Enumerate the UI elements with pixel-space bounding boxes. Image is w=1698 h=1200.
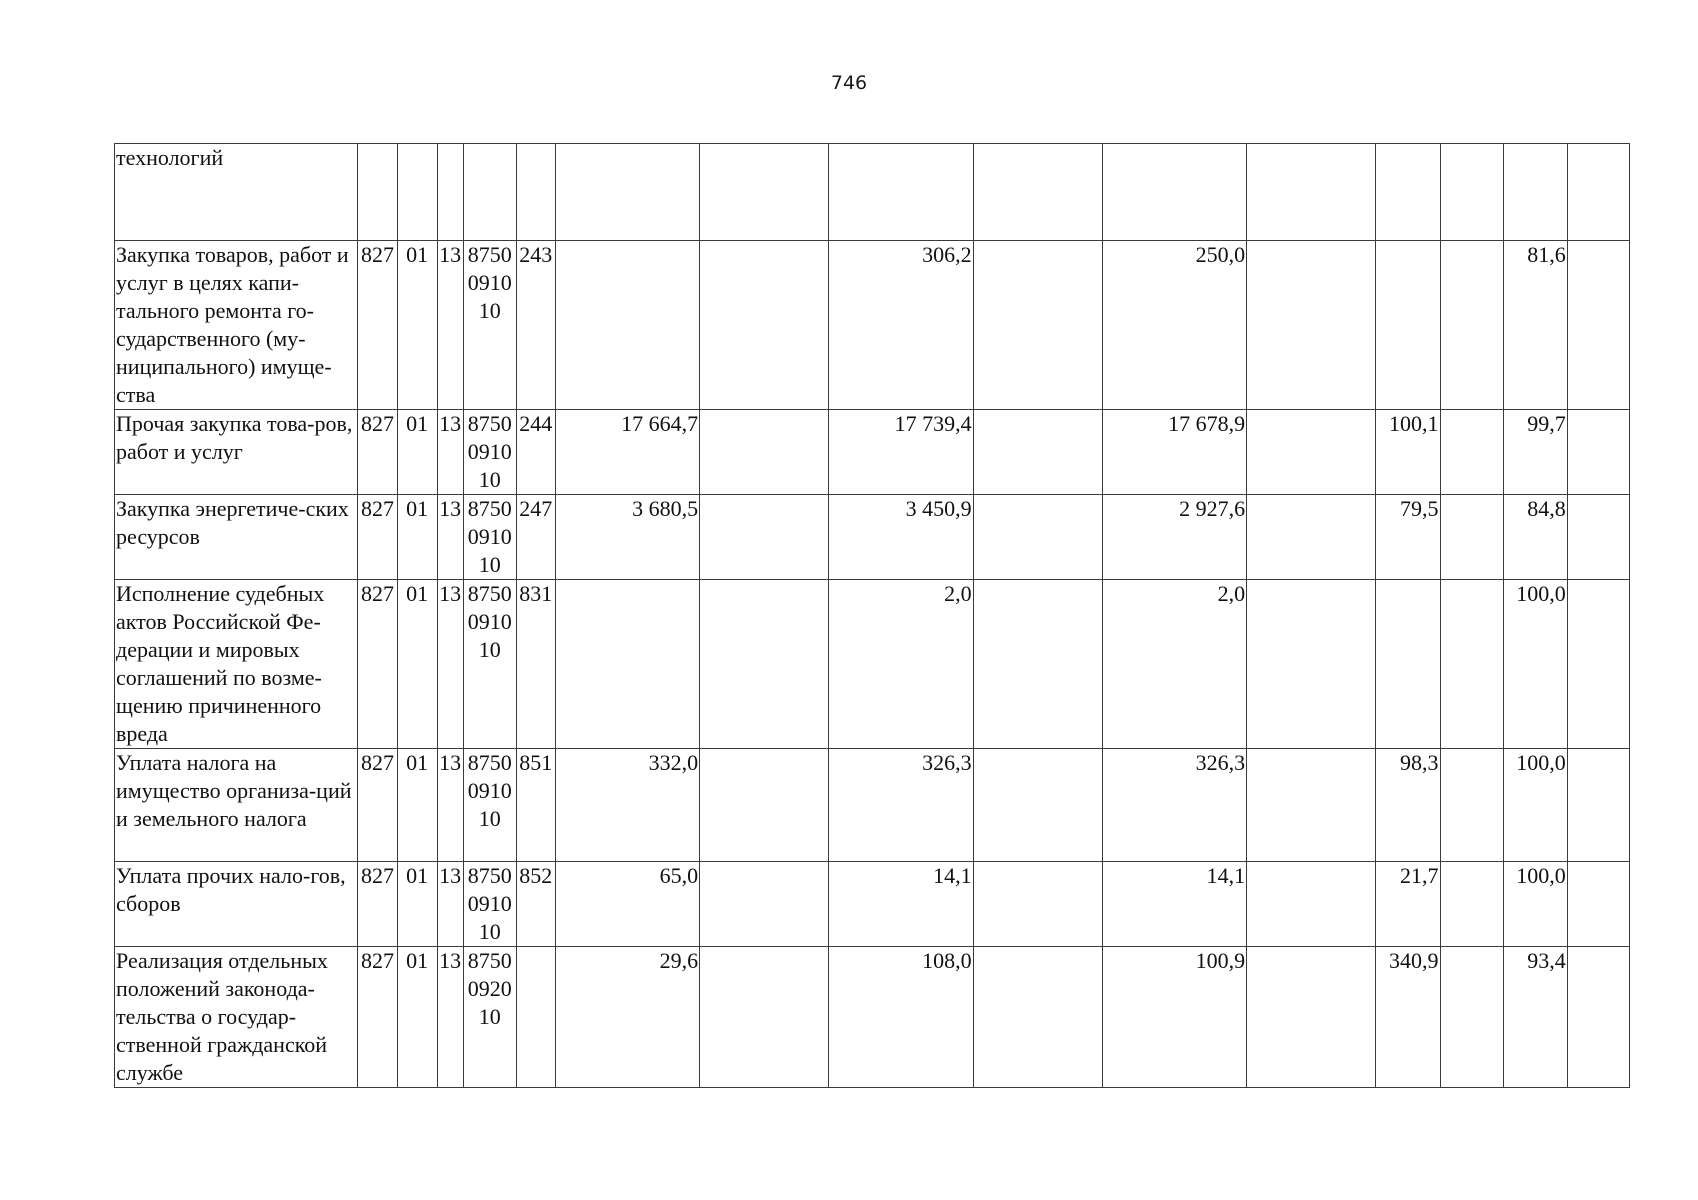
cell-ved: 827 — [358, 580, 397, 749]
table-row — [115, 410, 1630, 495]
cell-plan-initial — [555, 241, 699, 410]
cell-plan-refined: 17 739,4 — [829, 410, 973, 495]
cell-pct-initial: 21,7 — [1376, 862, 1440, 947]
table-row — [115, 495, 1630, 580]
cell-name: Прочая закупка това-ров, работ и услуг — [115, 410, 358, 495]
cell-empty — [700, 144, 829, 241]
cell-rz: 01 — [397, 580, 437, 749]
cell-empty — [1247, 580, 1376, 749]
cell-rz: 01 — [397, 241, 437, 410]
cell-pct-refined: 100,0 — [1503, 749, 1567, 862]
cell-pct-initial — [1376, 144, 1440, 241]
cell-empty — [973, 580, 1102, 749]
cell-ved: 827 — [358, 947, 397, 1088]
cell-executed — [1102, 144, 1246, 241]
cell-csr: 8750 0910 10 — [463, 241, 516, 410]
cell-csr: 8750 0910 10 — [463, 495, 516, 580]
cell-empty — [973, 862, 1102, 947]
cell-empty — [973, 495, 1102, 580]
cell-plan-initial: 17 664,7 — [555, 410, 699, 495]
cell-plan-initial: 332,0 — [555, 749, 699, 862]
cell-ved: 827 — [358, 862, 397, 947]
cell-empty — [700, 495, 829, 580]
cell-rz: 01 — [397, 749, 437, 862]
cell-vr: 831 — [516, 580, 555, 749]
cell-empty — [1440, 495, 1503, 580]
cell-empty — [973, 144, 1102, 241]
table-row — [115, 580, 1630, 749]
cell-csr — [463, 144, 516, 241]
budget-execution-table — [114, 143, 1630, 1088]
cell-csr: 8750 0910 10 — [463, 580, 516, 749]
cell-rz: 01 — [397, 410, 437, 495]
cell-vr — [516, 144, 555, 241]
cell-empty — [1247, 495, 1376, 580]
cell-pr: 13 — [437, 495, 463, 580]
cell-pct-refined — [1503, 144, 1567, 241]
cell-vr: 244 — [516, 410, 555, 495]
cell-plan-refined: 14,1 — [829, 862, 973, 947]
table-row — [115, 241, 1630, 410]
cell-csr: 8750 0910 10 — [463, 749, 516, 862]
cell-name: технологий — [115, 144, 358, 241]
cell-empty — [1567, 862, 1629, 947]
cell-executed: 100,9 — [1102, 947, 1246, 1088]
cell-pr: 13 — [437, 580, 463, 749]
cell-plan-refined — [829, 144, 973, 241]
cell-empty — [973, 947, 1102, 1088]
cell-pct-initial: 100,1 — [1376, 410, 1440, 495]
cell-plan-initial — [555, 144, 699, 241]
cell-plan-refined: 3 450,9 — [829, 495, 973, 580]
table-row — [115, 862, 1630, 947]
cell-name: Уплата налога на имущество организа-ций и земельного налога — [115, 749, 358, 862]
cell-empty — [1440, 862, 1503, 947]
cell-pr — [437, 144, 463, 241]
cell-empty — [1247, 241, 1376, 410]
cell-rz — [397, 144, 437, 241]
cell-plan-initial: 65,0 — [555, 862, 699, 947]
table-body — [115, 144, 1630, 1088]
cell-empty — [700, 862, 829, 947]
page-number: 746 — [830, 72, 868, 94]
cell-empty — [1247, 749, 1376, 862]
cell-ved: 827 — [358, 410, 397, 495]
cell-empty — [1567, 241, 1629, 410]
cell-rz: 01 — [397, 947, 437, 1088]
cell-empty — [973, 241, 1102, 410]
table-row — [115, 749, 1630, 862]
cell-executed: 250,0 — [1102, 241, 1246, 410]
cell-pct-refined: 81,6 — [1503, 241, 1567, 410]
cell-csr: 8750 0920 10 — [463, 947, 516, 1088]
cell-empty — [700, 749, 829, 862]
cell-pct-initial: 98,3 — [1376, 749, 1440, 862]
cell-name: Реализация отдельных положений законода-тельства о государ-ственной гражданской службе — [115, 947, 358, 1088]
cell-empty — [1567, 410, 1629, 495]
cell-plan-initial — [555, 580, 699, 749]
cell-empty — [1440, 241, 1503, 410]
cell-empty — [1567, 580, 1629, 749]
cell-ved: 827 — [358, 495, 397, 580]
cell-name: Исполнение судебных актов Российской Фе-дерации и мировых соглашений по возме-щению причиненного вреда — [115, 580, 358, 749]
cell-empty — [1440, 749, 1503, 862]
cell-empty — [700, 580, 829, 749]
cell-pr: 13 — [437, 410, 463, 495]
cell-executed: 17 678,9 — [1102, 410, 1246, 495]
cell-plan-initial: 29,6 — [555, 947, 699, 1088]
cell-pct-refined: 93,4 — [1503, 947, 1567, 1088]
cell-empty — [700, 410, 829, 495]
cell-pct-initial — [1376, 241, 1440, 410]
cell-empty — [700, 947, 829, 1088]
cell-executed: 2,0 — [1102, 580, 1246, 749]
cell-pr: 13 — [437, 241, 463, 410]
cell-pct-refined: 99,7 — [1503, 410, 1567, 495]
cell-name: Закупка товаров, работ и услуг в целях капи-тального ремонта го-сударственного (му-ниципального) имуще-ства — [115, 241, 358, 410]
cell-empty — [973, 410, 1102, 495]
cell-empty — [700, 241, 829, 410]
cell-ved: 827 — [358, 241, 397, 410]
table-row — [115, 947, 1630, 1088]
cell-rz: 01 — [397, 495, 437, 580]
cell-vr: 243 — [516, 241, 555, 410]
cell-empty — [1440, 144, 1503, 241]
cell-empty — [1247, 947, 1376, 1088]
cell-executed: 14,1 — [1102, 862, 1246, 947]
cell-empty — [1247, 862, 1376, 947]
cell-rz: 01 — [397, 862, 437, 947]
cell-pct-refined: 100,0 — [1503, 580, 1567, 749]
cell-name: Закупка энергетиче-ских ресурсов — [115, 495, 358, 580]
cell-pct-initial — [1376, 580, 1440, 749]
cell-pr: 13 — [437, 947, 463, 1088]
cell-executed: 326,3 — [1102, 749, 1246, 862]
cell-pr: 13 — [437, 862, 463, 947]
cell-name: Уплата прочих нало-гов, сборов — [115, 862, 358, 947]
cell-ved: 827 — [358, 749, 397, 862]
cell-vr — [516, 947, 555, 1088]
cell-empty — [1247, 144, 1376, 241]
table-row — [115, 144, 1630, 241]
cell-pct-refined: 100,0 — [1503, 862, 1567, 947]
cell-csr: 8750 0910 10 — [463, 862, 516, 947]
cell-vr: 851 — [516, 749, 555, 862]
cell-empty — [1567, 495, 1629, 580]
cell-empty — [1567, 947, 1629, 1088]
cell-ved — [358, 144, 397, 241]
cell-plan-initial: 3 680,5 — [555, 495, 699, 580]
cell-plan-refined: 108,0 — [829, 947, 973, 1088]
cell-plan-refined: 2,0 — [829, 580, 973, 749]
cell-plan-refined: 326,3 — [829, 749, 973, 862]
cell-vr: 852 — [516, 862, 555, 947]
cell-pct-initial: 340,9 — [1376, 947, 1440, 1088]
cell-empty — [1567, 749, 1629, 862]
cell-executed: 2 927,6 — [1102, 495, 1246, 580]
cell-empty — [1440, 947, 1503, 1088]
cell-csr: 8750 0910 10 — [463, 410, 516, 495]
cell-empty — [1440, 410, 1503, 495]
cell-pct-refined: 84,8 — [1503, 495, 1567, 580]
cell-plan-refined: 306,2 — [829, 241, 973, 410]
cell-pct-initial: 79,5 — [1376, 495, 1440, 580]
cell-empty — [1247, 410, 1376, 495]
cell-empty — [1567, 144, 1629, 241]
cell-pr: 13 — [437, 749, 463, 862]
cell-empty — [973, 749, 1102, 862]
cell-vr: 247 — [516, 495, 555, 580]
cell-empty — [1440, 580, 1503, 749]
